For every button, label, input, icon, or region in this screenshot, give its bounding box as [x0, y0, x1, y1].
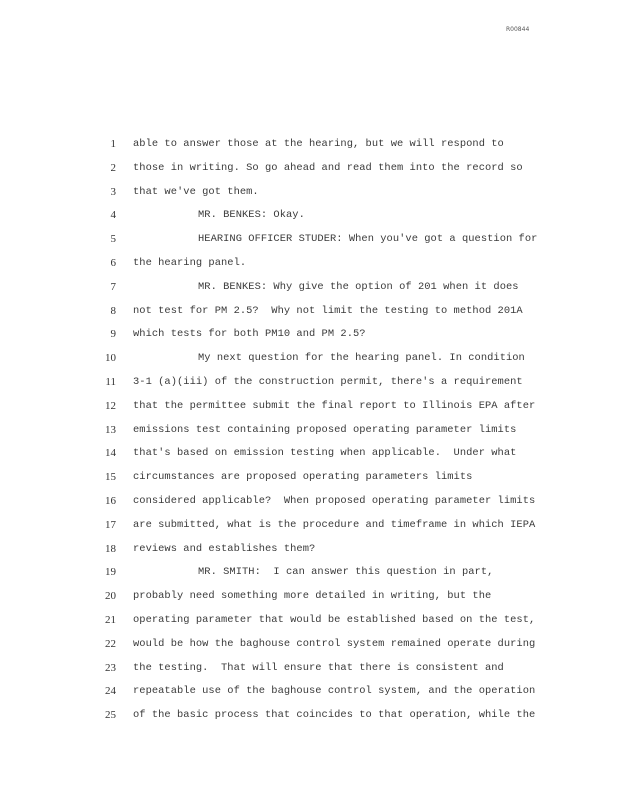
transcript-line: [0, 490, 618, 514]
page-id: R00844: [506, 26, 530, 33]
line-number: 11: [105, 375, 116, 388]
line-number: 21: [105, 613, 116, 626]
transcript-line: [0, 704, 618, 728]
line-number: 5: [110, 233, 116, 246]
line-number: 13: [105, 423, 116, 436]
transcript-line: [0, 252, 618, 276]
line-text: not test for PM 2.5? Why not limit the testing to method 201A: [133, 304, 523, 317]
line-number: 9: [110, 328, 116, 341]
transcript-line: [0, 585, 618, 609]
line-text: considered applicable? When proposed operating parameter limits: [133, 494, 536, 507]
transcript-line: [0, 133, 618, 157]
line-text: operating parameter that would be established based on the test,: [133, 613, 536, 626]
line-number: 1: [110, 138, 116, 150]
transcript-line: [0, 347, 618, 371]
line-text: 3-1 (a)(iii) of the construction permit, there's a requirement: [133, 375, 523, 388]
transcript-line: [0, 633, 618, 657]
transcript-line: [0, 657, 618, 681]
line-text: the testing. That will ensure that there is consistent and: [133, 661, 504, 674]
transcript-line: [0, 276, 618, 300]
transcript-line: [0, 300, 618, 324]
transcript-line: [0, 228, 618, 252]
line-text: that we've got them.: [133, 185, 259, 198]
line-number: 7: [110, 280, 116, 293]
transcript-line: [0, 371, 618, 395]
transcript-body: [0, 133, 618, 728]
line-number: 18: [105, 542, 116, 555]
line-text: those in writing. So go ahead and read them into the record so: [133, 161, 523, 174]
transcript-line: [0, 157, 618, 181]
transcript-line: [0, 466, 618, 490]
line-text: HEARING OFFICER STUDER: When you've got a question for: [198, 233, 538, 246]
line-text: of the basic process that coincides to that operation, while the: [133, 709, 536, 722]
transcript-line: [0, 395, 618, 419]
line-number: 14: [105, 447, 116, 460]
line-number: 19: [105, 566, 116, 579]
line-number: 3: [110, 185, 116, 198]
line-text: would be how the baghouse control system remained operate during: [133, 637, 536, 650]
line-text: MR. BENKES: Okay.: [198, 209, 305, 222]
line-number: 8: [110, 304, 116, 317]
transcript-line: [0, 561, 618, 585]
line-text: that's based on emission testing when applicable. Under what: [133, 447, 517, 460]
line-number: 25: [105, 709, 116, 722]
line-number: 20: [105, 590, 116, 603]
line-number: 4: [110, 209, 116, 222]
transcript-line: [0, 323, 618, 347]
line-number: 10: [105, 352, 116, 365]
line-text: the hearing panel.: [133, 256, 247, 269]
line-text: are submitted, what is the procedure and timeframe in which IEPA: [133, 518, 536, 531]
line-number: 17: [105, 518, 116, 531]
transcript-line: [0, 204, 618, 228]
line-text: circumstances are proposed operating parameters limits: [133, 471, 473, 484]
line-number: 15: [105, 471, 116, 484]
line-text: able to answer those at the hearing, but we will respond to: [133, 138, 504, 150]
line-number: 2: [110, 161, 116, 174]
line-number: 24: [105, 685, 116, 698]
line-number: 22: [105, 637, 116, 650]
line-text: probably need something more detailed in writing, but the: [133, 590, 492, 603]
line-text: reviews and establishes them?: [133, 542, 316, 555]
transcript-line: [0, 181, 618, 205]
line-text: MR. SMITH: I can answer this question in part,: [198, 566, 494, 579]
transcript-line: [0, 538, 618, 562]
transcript-line: [0, 609, 618, 633]
line-number: 6: [110, 256, 116, 269]
transcript-line: [0, 419, 618, 443]
line-text: that the permittee submit the final report to Illinois EPA after: [133, 399, 536, 412]
transcript-line: [0, 442, 618, 466]
line-text: MR. BENKES: Why give the option of 201 when it does: [198, 280, 519, 293]
line-number: 16: [105, 494, 116, 507]
transcript-line: [0, 514, 618, 538]
line-text: which tests for both PM10 and PM 2.5?: [133, 328, 366, 341]
line-text: repeatable use of the baghouse control system, and the operation: [133, 685, 536, 698]
line-number: 12: [105, 399, 116, 412]
transcript-line: [0, 680, 618, 704]
line-text: emissions test containing proposed operating parameter limits: [133, 423, 517, 436]
line-number: 23: [105, 661, 116, 674]
line-text: My next question for the hearing panel. In condition: [198, 352, 525, 365]
